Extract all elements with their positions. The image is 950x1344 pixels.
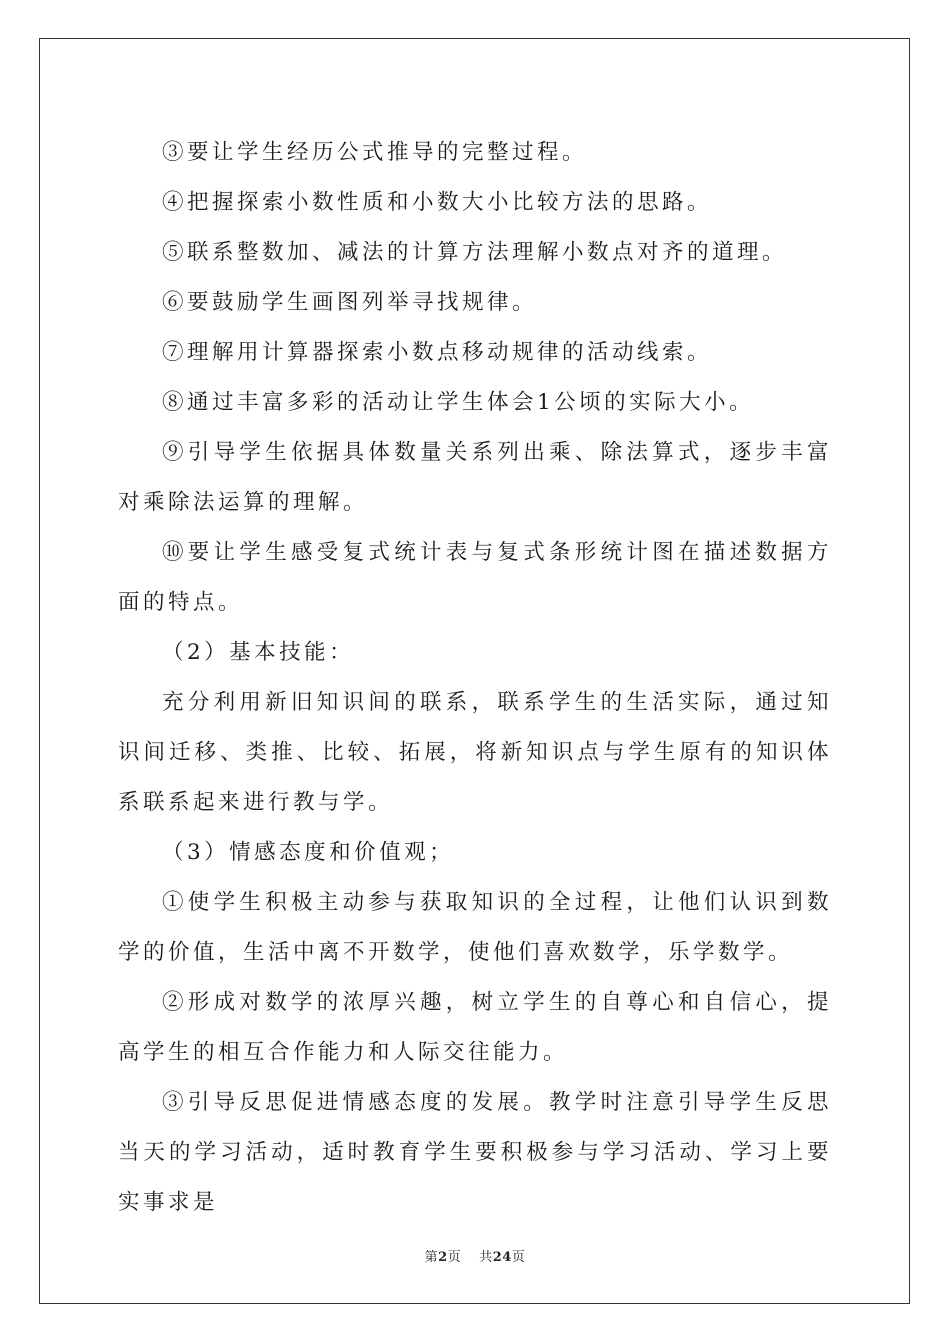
page-footer (0, 1246, 950, 1265)
page-number: 2 (438, 1250, 448, 1265)
paragraph: ⑧通过丰富多彩的活动让学生体会1公顷的实际大小。 (162, 390, 755, 415)
paragraph: ①使学生积极主动参与获取知识的全过程，让他们认识到数学的价值，生活中离不开数学，使他们喜欢数学，乐学数学。 (118, 890, 832, 965)
paragraph: ⑥要鼓励学生画图列举寻找规律。 (162, 290, 538, 315)
paragraph: ④把握探索小数性质和小数大小比较方法的思路。 (162, 190, 713, 215)
paragraph: ⑦理解用计算器探索小数点移动规律的活动线索。 (162, 340, 713, 365)
page-suffix: 页 (447, 1250, 462, 1265)
paragraph: ⑤联系整数加、减法的计算方法理解小数点对齐的道理。 (162, 240, 788, 265)
section-heading: （3）情感态度和价值观； (162, 840, 455, 865)
total-prefix: 共 (479, 1250, 493, 1265)
paragraph: 充分利用新旧知识间的联系，联系学生的生活实际，通过知识间迁移、类推、比较、拓展，将新知识点与学生原有的知识体系联系起来进行教与学。 (118, 690, 832, 815)
total-suffix: 页 (511, 1250, 526, 1265)
paragraph: ②形成对数学的浓厚兴趣，树立学生的自尊心和自信心，提高学生的相互合作能力和人际交往能力。 (118, 990, 832, 1065)
paragraph: ⑨引导学生依据具体数量关系列出乘、除法算式，逐步丰富对乘除法运算的理解。 (118, 440, 832, 515)
total-pages: 24 (492, 1250, 512, 1265)
document-body (118, 128, 832, 1228)
page-prefix: 第 (424, 1250, 439, 1265)
section-heading: （2）基本技能： (162, 640, 355, 665)
paragraph: ③引导反思促进情感态度的发展。教学时注意引导学生反思当天的学习活动，适时教育学生要积极参与学习活动、学习上要实事求是 (118, 1090, 832, 1215)
paragraph: ③要让学生经历公式推导的完整过程。 (162, 140, 588, 165)
paragraph: ⑩要让学生感受复式统计表与复式条形统计图在描述数据方面的特点。 (118, 540, 832, 615)
